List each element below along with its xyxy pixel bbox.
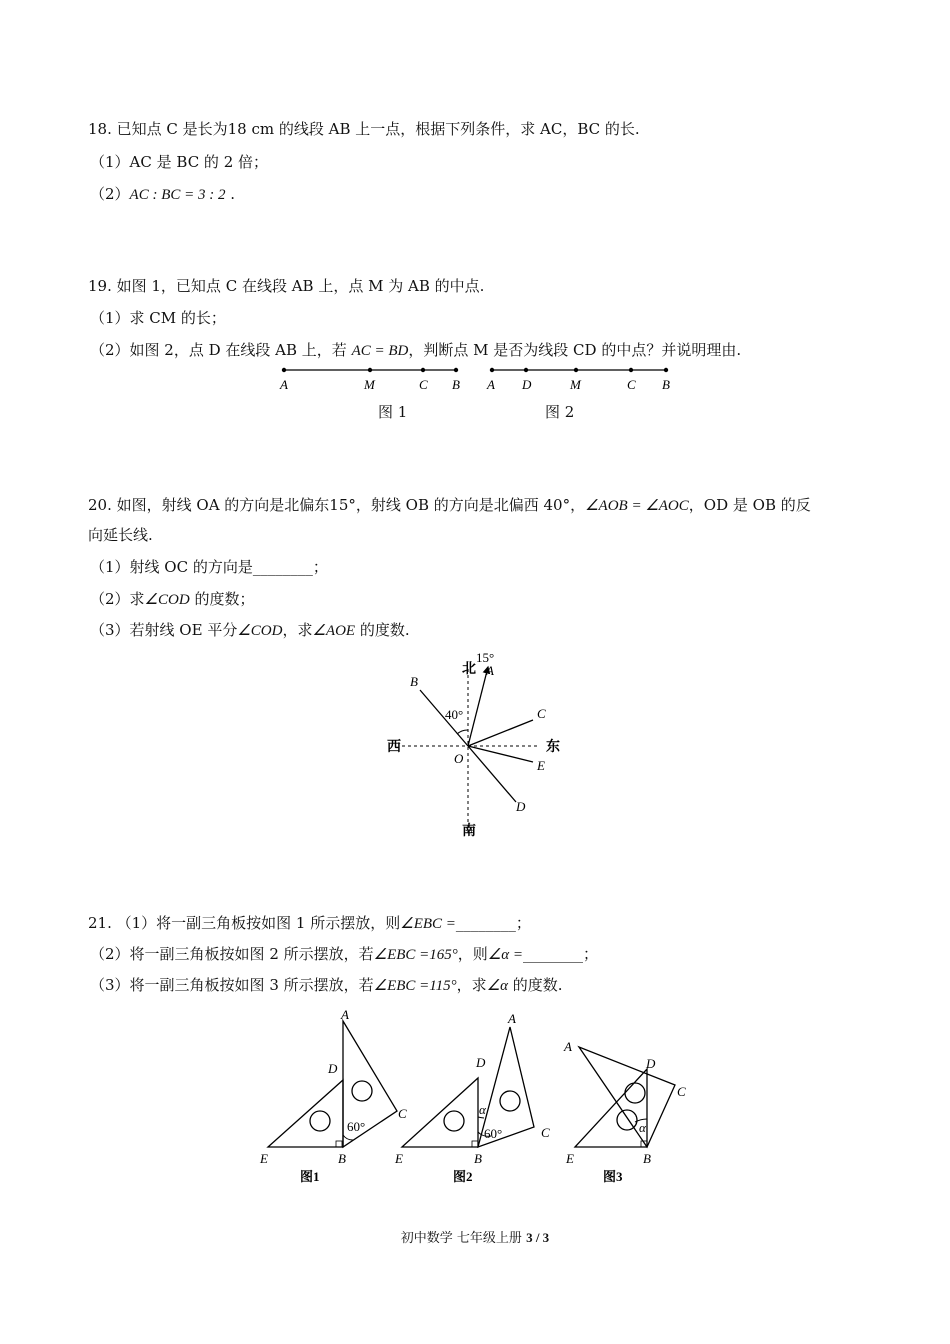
point-label: B: [474, 1151, 482, 1166]
point-label: D: [646, 1056, 656, 1071]
fig-caption: 图1: [300, 1169, 320, 1184]
point-label: C: [398, 1106, 407, 1121]
point-label: M: [364, 377, 375, 392]
point-label: E: [537, 758, 545, 773]
south-label: 南: [462, 823, 476, 839]
q19-part2: （2）如图 2，点 D 在线段 AB 上，若 AC = BD，判断点 M 是否为线段 CD 的中点？并说明理由.: [90, 341, 742, 359]
point-label: C: [677, 1084, 686, 1099]
q20-part2: （2）求∠COD 的度数；: [90, 590, 255, 608]
point-label: B: [643, 1151, 651, 1166]
fig-caption: 图2: [453, 1169, 473, 1184]
point-label: D: [328, 1061, 338, 1076]
q19-figure2: [476, 362, 686, 402]
page-number: 3 / 3: [526, 1230, 550, 1245]
alpha-label: α: [479, 1102, 486, 1117]
page-footer: 初中数学 七年级上册 3 / 3: [400, 1230, 550, 1246]
q20-part1: （1）射线 OC 的方向是________；: [90, 558, 328, 576]
q21-part3: （3）将一副三角板按如图 3 所示摆放，若∠EBC =115°，求∠α 的度数.: [90, 976, 563, 994]
angle-60-label: 60°: [484, 1126, 503, 1141]
point-label: E: [260, 1151, 268, 1166]
q18-part2: （2）AC : BC = 3 : 2 .: [90, 185, 236, 203]
point-label: A: [486, 663, 494, 678]
alpha-label: α: [639, 1120, 646, 1135]
q21-figure2: [390, 1005, 570, 1190]
point-label: B: [662, 377, 670, 392]
point-label: A: [341, 1007, 349, 1022]
point-label: C: [627, 377, 636, 392]
q18-part1: （1）AC 是 BC 的 2 倍；: [90, 153, 269, 171]
east-label: 东: [546, 739, 560, 755]
point-label: A: [564, 1039, 572, 1054]
point-label: A: [508, 1011, 516, 1026]
point-label: C: [419, 377, 428, 392]
q20-stem: 20. 如图，射线 OA 的方向是北偏东15°，射线 OB 的方向是北偏西 40°，∠AOB = ∠AOC，OD 是 OB 的反: [88, 496, 811, 514]
q18-stem: 18. 已知点 C 是长为18 cm 的线段 AB 上一点，根据下列条件，求 AC，BC 的长.: [88, 120, 640, 138]
point-label: O: [454, 751, 464, 766]
point-label: E: [566, 1151, 574, 1166]
point-label: A: [280, 377, 288, 392]
west-label: 西: [387, 739, 401, 755]
angle-15-label: 15°: [476, 650, 495, 665]
q20-part3: （3）若射线 OE 平分∠COD，求∠AOE 的度数.: [90, 621, 410, 639]
point-label: B: [338, 1151, 346, 1166]
point-label: C: [537, 706, 546, 721]
point-label: D: [476, 1055, 486, 1070]
q20-compass-figure: [380, 645, 580, 845]
north-label: 北: [462, 661, 476, 677]
q19-figure1: [270, 362, 470, 402]
q21-part1: 21. （1）将一副三角板按如图 1 所示摆放，则∠EBC =________；: [88, 914, 531, 932]
q20-stem-cont: 向延长线.: [88, 526, 153, 544]
point-label: D: [522, 377, 532, 392]
point-label: E: [395, 1151, 403, 1166]
angle-60-label: 60°: [347, 1119, 366, 1134]
point-label: M: [570, 377, 581, 392]
point-label: B: [452, 377, 460, 392]
angle-40-label: 40°: [445, 707, 464, 722]
q21-part2: （2）将一副三角板按如图 2 所示摆放，若∠EBC =165°，则∠α =________；: [90, 945, 599, 963]
point-label: B: [410, 674, 418, 689]
point-label: D: [516, 799, 526, 814]
q19-part1: （1）求 CM 的长；: [90, 309, 226, 327]
q19-fig1-caption: 图 1: [378, 403, 408, 421]
point-label: C: [541, 1125, 550, 1140]
point-label: A: [487, 377, 495, 392]
fig-caption: 图3: [603, 1169, 623, 1184]
q21-figure3: [555, 1005, 715, 1190]
q19-stem: 19. 如图 1，已知点 C 在线段 AB 上，点 M 为 AB 的中点.: [88, 277, 485, 295]
q19-fig2-caption: 图 2: [545, 403, 575, 421]
